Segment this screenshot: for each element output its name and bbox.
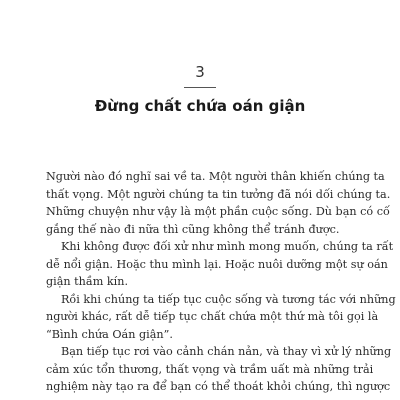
text-line: Rồi khi chúng ta tiếp tục cuộc sống và tương tác với những bbox=[61, 292, 396, 306]
text-line: nghiệm này tạo ra để bạn có thể thoát khỏi chúng, thì ngược bbox=[46, 380, 391, 393]
paragraph-1 bbox=[46, 168, 391, 238]
text-line: Khi không được đối xử như mình mong muốn, chúng ta rất bbox=[61, 240, 394, 253]
chapter-divider bbox=[184, 87, 216, 88]
text-line: cảm xúc tổn thương, thất vọng và trầm uất mà những trải bbox=[46, 362, 374, 376]
text-line: gắng thế nào đi nữa thì cũng không thể tránh được. bbox=[46, 222, 340, 236]
text-line: thất vọng. Một người chúng ta tin tưởng đã nói dối chúng ta. bbox=[46, 187, 391, 201]
text-line: giận thầm kín. bbox=[46, 275, 129, 288]
chapter-title: Đừng chất chứa oán giận bbox=[94, 97, 306, 115]
text-line: Những chuyện như vậy là một phần cuộc sống. Dù bạn có cố bbox=[46, 205, 390, 218]
paragraph-3 bbox=[46, 291, 396, 344]
chapter-body bbox=[46, 168, 396, 396]
text-line: Bạn tiếp tục rơi vào cảnh chán nản, và thay vì xử lý những bbox=[61, 345, 392, 358]
text-line: Người nào đó nghĩ sai về ta. Một người thân khiến chúng ta bbox=[46, 170, 385, 183]
text-line: “Bình chứa Oán giận”. bbox=[46, 327, 173, 341]
chapter-number: 3 bbox=[195, 63, 205, 81]
paragraph-4 bbox=[46, 343, 392, 396]
paragraph-2 bbox=[46, 238, 394, 291]
text-line: dễ nổi giận. Hoặc thu mình lại. Hoặc nuôi dưỡng một sự oán bbox=[46, 257, 388, 271]
text-line: người khác, rất dễ tiếp tục chất chứa một thứ mà tôi gọi là bbox=[46, 310, 379, 323]
